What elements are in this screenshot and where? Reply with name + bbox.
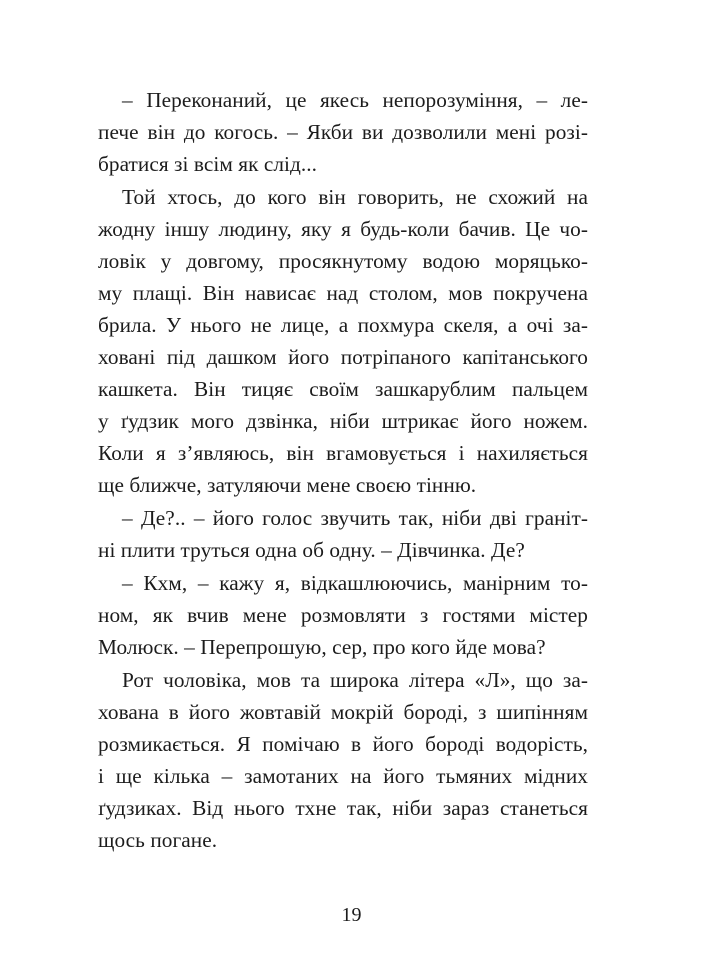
text-line: ловік у довгому, просякнутому водою моряцько- xyxy=(98,249,588,273)
text-line: Рот чоловіка, мов та широка літера «Л», що за- xyxy=(122,668,588,692)
text-line: у ґудзик мого дзвінка, ніби штрикає його ножем. xyxy=(98,409,588,433)
text-line: хована в його жовтавій мокрій бороді, з шипінням xyxy=(98,700,588,724)
text-line: му плащі. Він нависає над столом, мов покручена xyxy=(98,281,588,305)
text-line: жодну іншу людину, яку я будь-коли бачив. Це чо- xyxy=(98,217,588,241)
text-line: ґудзиках. Від нього тхне так, ніби зараз станеться xyxy=(98,796,588,820)
text-line: пече він до когось. – Якби ви дозволили мені розі- xyxy=(98,120,588,144)
text-line: ховані під дашком його потріпаного капітанського xyxy=(98,345,588,369)
text-line: Той хтось, до кого він говорить, не схожий на xyxy=(122,185,588,209)
text-line: – Переконаний, це якесь непорозуміння, – ле- xyxy=(122,88,588,112)
text-line: щось погане. xyxy=(98,828,218,852)
text-line: Коли я з’являюсь, він вгамовується і нахиляється xyxy=(98,441,588,465)
page-number: 19 xyxy=(341,904,362,926)
text-line: – Де?.. – його голос звучить так, ніби дві граніт- xyxy=(122,506,588,530)
text-line: і ще кілька – замотаних на його тьмяних мідних xyxy=(98,764,588,788)
text-line: розмикається. Я помічаю в його бороді водорість, xyxy=(98,732,588,756)
text-line: Молюск. – Перепрошую, сер, про кого йде мова? xyxy=(98,635,546,659)
text-line: ще ближче, затуляючи мене своєю тінню. xyxy=(98,473,477,497)
text-line: кашкета. Він тицяє своїм зашкарублим пальцем xyxy=(98,377,588,401)
text-line: – Кхм, – кажу я, відкашлюючись, манірним то- xyxy=(122,571,588,595)
text-line: братися зі всім як слід... xyxy=(98,152,317,176)
text-line: ном, як вчив мене розмовляти з гостями містер xyxy=(98,603,588,627)
text-line: ні плити труться одна об одну. – Дівчинка. Де? xyxy=(98,538,525,562)
text-line: брила. У нього не лице, а похмура скеля, а очі за- xyxy=(98,313,588,337)
